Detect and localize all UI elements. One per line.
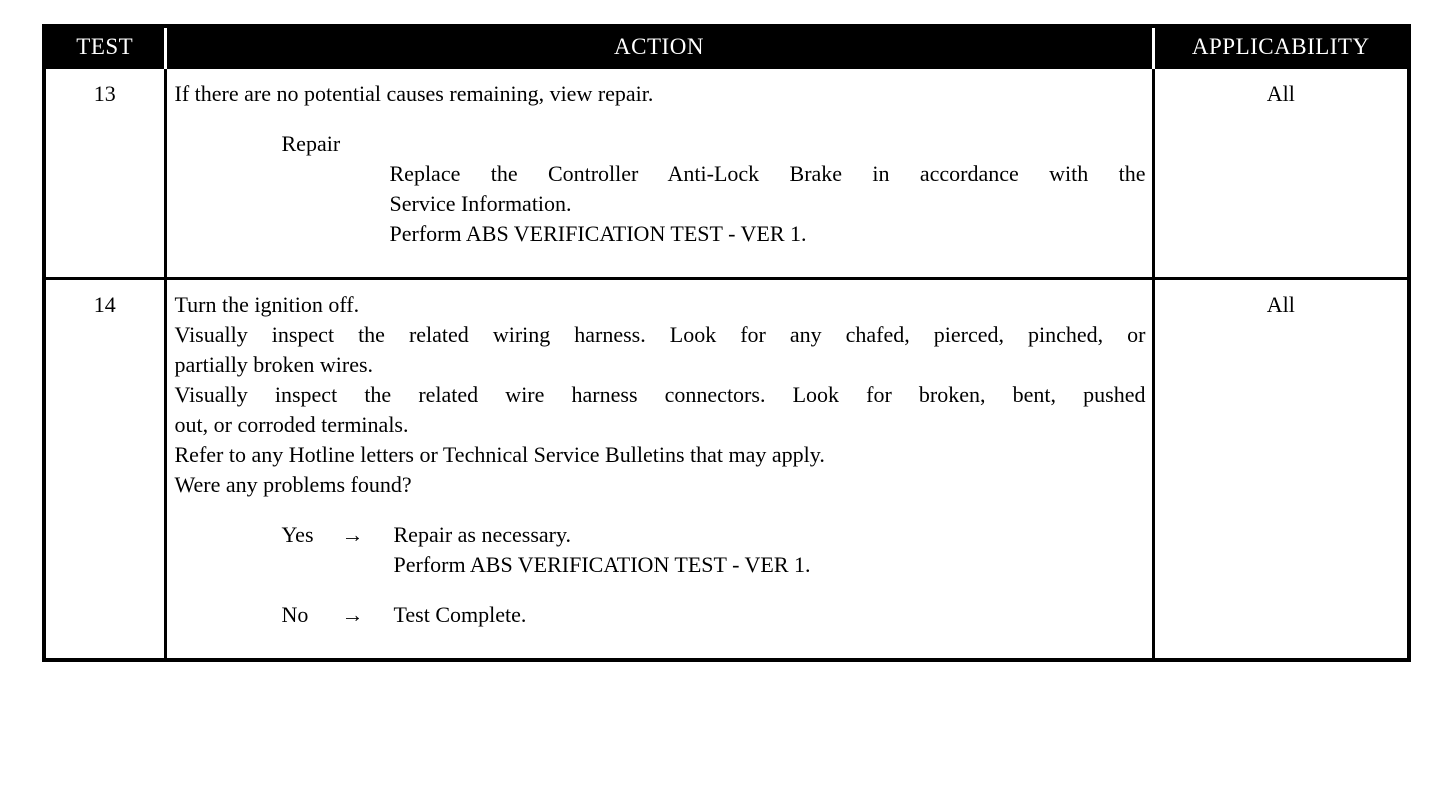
header-test: TEST bbox=[44, 26, 165, 68]
yes-text: Repair as necessary. bbox=[393, 522, 572, 547]
no-label: No bbox=[281, 602, 309, 627]
right-arrow-icon: → bbox=[341, 602, 364, 627]
action-text: If there are no potential causes remaining, view repair. bbox=[174, 81, 654, 106]
header-action: ACTION bbox=[165, 26, 1153, 68]
header-applicability: APPLICABILITY bbox=[1153, 26, 1409, 68]
action-cell bbox=[165, 279, 1153, 661]
yes-text: Perform ABS VERIFICATION TEST - VER 1. bbox=[393, 552, 811, 577]
repair-text: Replace the Controller Anti-Lock Brake in accordance with the bbox=[389, 161, 1146, 186]
test-number: 14 bbox=[44, 279, 165, 661]
action-text: Turn the ignition off. bbox=[174, 292, 360, 317]
repair-label: Repair bbox=[281, 131, 341, 156]
no-instructions bbox=[394, 600, 1146, 630]
repair-text: Service Information. bbox=[389, 191, 572, 216]
diagnostic-test-table bbox=[42, 24, 1411, 662]
no-branch bbox=[282, 600, 1146, 630]
yes-instructions bbox=[394, 520, 1146, 580]
action-text: partially broken wires. bbox=[174, 352, 374, 377]
yes-branch bbox=[282, 520, 1146, 580]
repair-instructions bbox=[175, 159, 1146, 249]
action-text: Visually inspect the related wire harness connectors. Look for broken, bent, pushed bbox=[174, 382, 1146, 407]
table-row bbox=[44, 68, 1409, 279]
table-header bbox=[44, 26, 1409, 68]
applicability-value: All bbox=[1153, 68, 1409, 279]
test-number: 13 bbox=[44, 68, 165, 279]
applicability-value: All bbox=[1153, 279, 1409, 661]
right-arrow-icon: → bbox=[341, 522, 364, 547]
repair-text: Perform ABS VERIFICATION TEST - VER 1. bbox=[389, 221, 807, 246]
action-cell bbox=[165, 68, 1153, 279]
yes-label: Yes bbox=[281, 522, 314, 547]
action-text: Were any problems found? bbox=[174, 472, 412, 497]
action-text: Visually inspect the related wiring harness. Look for any chafed, pierced, pinched, or bbox=[174, 322, 1146, 347]
no-text: Test Complete. bbox=[393, 602, 527, 627]
action-text: out, or corroded terminals. bbox=[174, 412, 409, 437]
table-row bbox=[44, 279, 1409, 661]
action-text: Refer to any Hotline letters or Technical Service Bulletins that may apply. bbox=[174, 442, 825, 467]
